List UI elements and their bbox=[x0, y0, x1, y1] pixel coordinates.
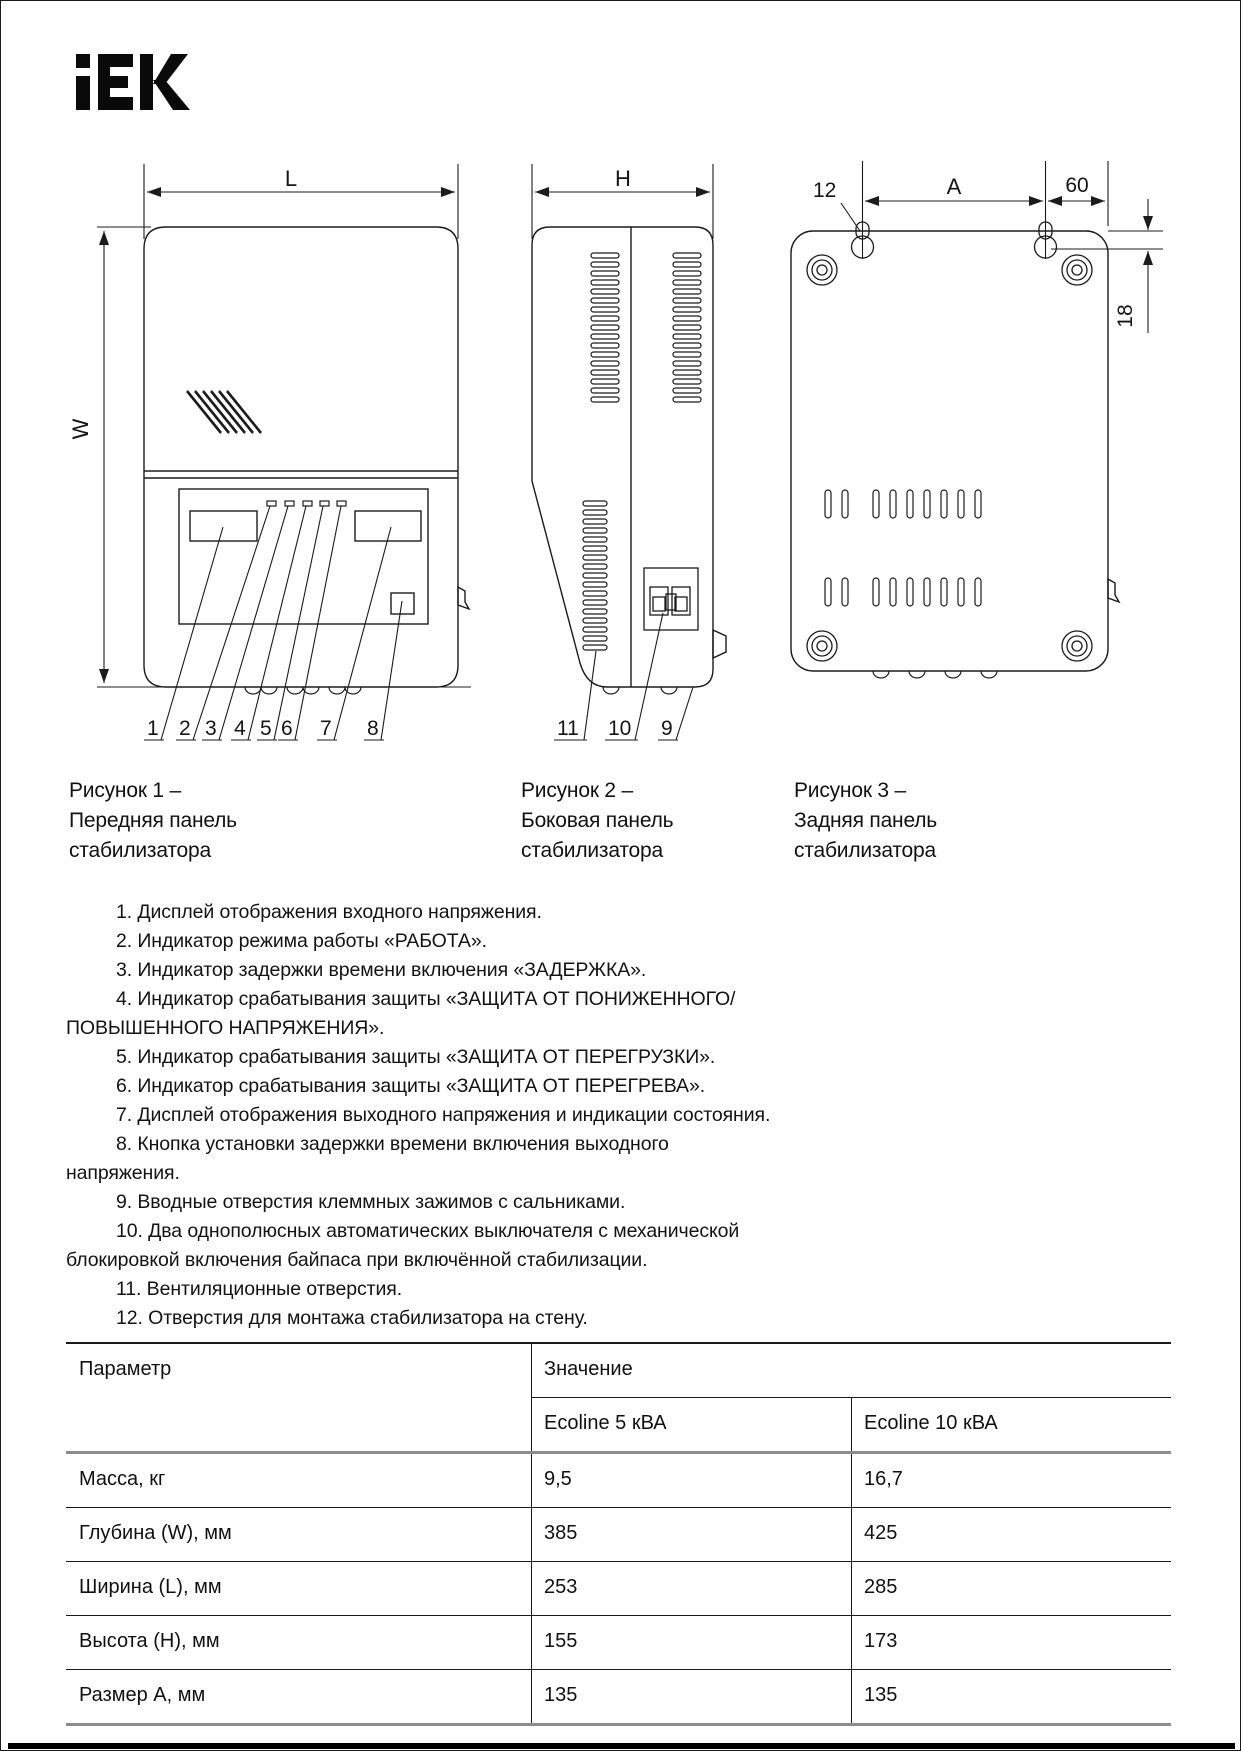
table-row: Высота (H), мм 155 173 bbox=[66, 1616, 1171, 1670]
legend-line: 12. Отверстия для монтажа стабилизатора на стену. bbox=[116, 1307, 588, 1329]
table-row: Размер А, мм 135 135 bbox=[66, 1670, 1171, 1726]
fig2-side-panel-drawing bbox=[532, 164, 726, 740]
wall-hook-icon bbox=[713, 630, 726, 658]
col-header-parameter: Параметр bbox=[79, 1358, 172, 1380]
input-voltage-display bbox=[190, 511, 257, 541]
corner-screws bbox=[807, 255, 1092, 661]
legend-line: 2. Индикатор режима работы «РАБОТА». bbox=[116, 930, 487, 952]
page-footer-rule bbox=[8, 1743, 1235, 1749]
fig2-caption: Рисунок 2 – Боковая панель стабилизатора bbox=[521, 779, 674, 862]
svg-text:10: 10 bbox=[608, 717, 632, 740]
dim-label-12: 12 bbox=[813, 179, 837, 202]
legend-line: 9. Вводные отверстия клеммных зажимов с сальниками. bbox=[116, 1191, 626, 1213]
fig1-callout-numbers bbox=[147, 717, 379, 740]
dim-label-60: 60 bbox=[1065, 174, 1089, 197]
table-row: Масса, кг 9,5 16,7 bbox=[66, 1454, 1171, 1508]
fig1-front-panel-drawing bbox=[97, 164, 471, 740]
legend-line: 8. Кнопка установки задержки времени включения выходного bbox=[116, 1133, 669, 1155]
legend-line: 3. Индикатор задержки времени включения «ЗАДЕРЖКА». bbox=[116, 959, 647, 981]
col-header-ecoline5: Ecoline 5 кВА bbox=[531, 1398, 851, 1451]
legend-line: 1. Дисплей отображения входного напряжения. bbox=[116, 901, 542, 923]
circuit-breakers bbox=[644, 568, 698, 630]
dim-label-18: 18 bbox=[1114, 304, 1137, 328]
legend-line: 7. Дисплей отображения выходного напряжения и индикации состояния. bbox=[116, 1104, 771, 1126]
legend-line: ПОВЫШЕННОГО НАПРЯЖЕНИЯ». bbox=[66, 1017, 385, 1039]
delay-button bbox=[391, 593, 414, 614]
led-indicators bbox=[267, 501, 346, 506]
svg-text:8: 8 bbox=[367, 717, 379, 740]
svg-text:7: 7 bbox=[320, 717, 332, 740]
fig3-rear-panel-drawing bbox=[791, 161, 1163, 678]
fig1-dimensions bbox=[97, 164, 471, 687]
grille-hatch-icon bbox=[187, 391, 261, 433]
legend-line: блокировкой включения байпаса при включённой стабилизации. bbox=[66, 1249, 648, 1271]
legend-line: 4. Индикатор срабатывания защиты «ЗАЩИТА ОТ ПОНИЖЕННОГО/ bbox=[116, 988, 736, 1010]
table-row: Ширина (L), мм 253 285 bbox=[66, 1562, 1171, 1616]
legend-line: 11. Вентиляционные отверстия. bbox=[116, 1278, 403, 1300]
callout-legend bbox=[66, 898, 1186, 1333]
dim-label-H: H bbox=[615, 166, 631, 191]
svg-text:5: 5 bbox=[260, 717, 272, 740]
legend-line: 10. Два однополюсных автоматических выключателя с механической bbox=[116, 1220, 740, 1242]
svg-text:2: 2 bbox=[179, 717, 191, 740]
fig2-vent-slots bbox=[583, 253, 701, 650]
fig2-callout-numbers bbox=[557, 717, 673, 740]
dim-label-A: A bbox=[946, 174, 962, 199]
svg-text:11: 11 bbox=[557, 717, 579, 740]
fig1-caption: Рисунок 1 – Передняя панель стабилизатора bbox=[69, 779, 237, 862]
svg-text:9: 9 bbox=[661, 717, 673, 740]
dim-label-L: L bbox=[284, 166, 298, 191]
col-header-ecoline10: Ecoline 10 кВА bbox=[851, 1398, 1171, 1451]
legend-line: 5. Индикатор срабатывания защиты «ЗАЩИТА ОТ ПЕРЕГРУЗКИ». bbox=[116, 1046, 716, 1068]
side-latch-icon bbox=[458, 587, 469, 609]
parameters-table bbox=[66, 1342, 1171, 1726]
svg-text:6: 6 bbox=[281, 717, 293, 740]
table-row: Глубина (W), мм 385 425 bbox=[66, 1508, 1171, 1562]
technical-drawings bbox=[1, 1, 1241, 771]
svg-text:1: 1 bbox=[147, 717, 159, 740]
dim-label-W: W bbox=[68, 418, 93, 440]
fig3-caption: Рисунок 3 – Задняя панель стабилизатора bbox=[794, 779, 938, 862]
svg-text:4: 4 bbox=[234, 717, 246, 740]
keyhole-mounts bbox=[852, 222, 1057, 258]
legend-line: напряжения. bbox=[66, 1162, 180, 1184]
fig3-feet bbox=[873, 671, 997, 678]
legend-line: 6. Индикатор срабатывания защиты «ЗАЩИТА ОТ ПЕРЕГРЕВА». bbox=[116, 1075, 706, 1097]
fig1-feet bbox=[245, 687, 361, 694]
fig2-feet bbox=[603, 687, 677, 694]
table-header bbox=[66, 1344, 1171, 1454]
svg-text:3: 3 bbox=[205, 717, 217, 740]
col-header-value: Значение bbox=[531, 1344, 1171, 1398]
side-latch-icon bbox=[1108, 579, 1119, 602]
fig3-vent-slots bbox=[825, 490, 981, 606]
